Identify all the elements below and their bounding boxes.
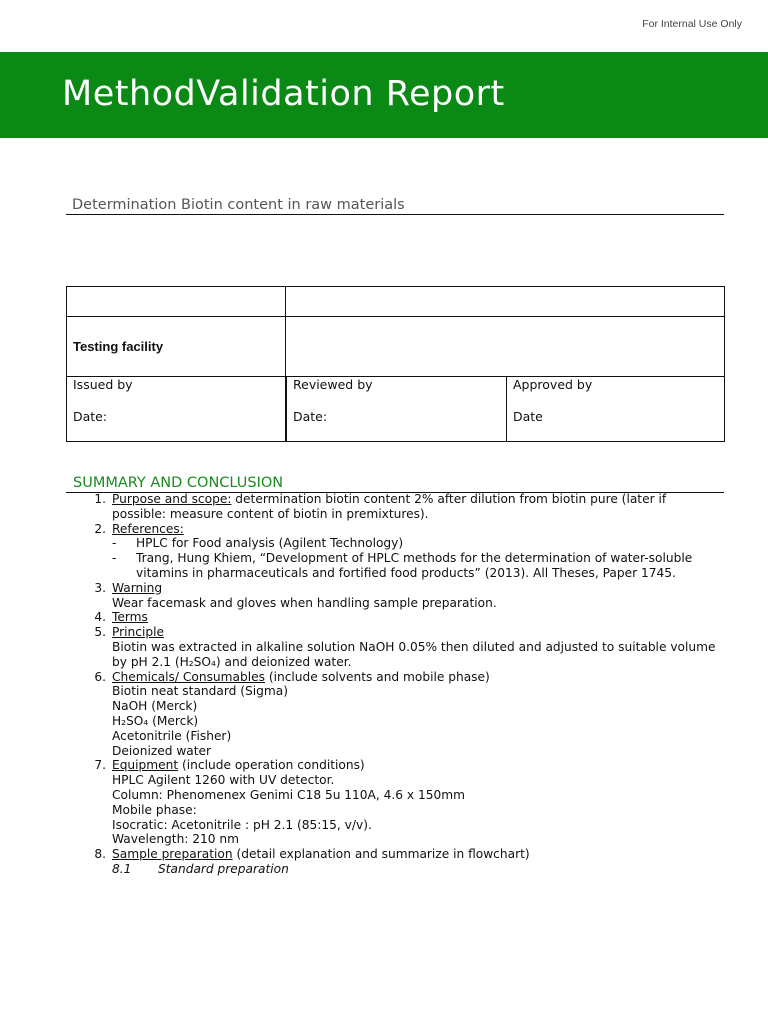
chemicals-title: Chemicals/ Consumables [112,669,265,684]
sample-prep-title: Sample preparation [112,847,233,862]
subsection-standard-prep: 8.1 Standard preparation [112,861,289,876]
purpose-text: determination biotin content 2% after dilution from biotin pure (later if possible: measure content of biotin in premixtures). [112,492,667,521]
summary-heading: SUMMARY AND CONCLUSION [66,474,724,493]
equipment-line: Mobile phase: [112,802,197,817]
warning-text: Wear facemask and gloves when handling sample preparation. [112,595,497,610]
info-cell-empty-left [67,287,286,317]
testing-facility-value [286,317,725,377]
terms-title: Terms [112,610,148,625]
equipment-line: HPLC Agilent 1260 with UV detector. [112,773,335,788]
chemical-line: H₂SO₄ (Merck) [112,713,199,728]
list-item-purpose: 1. Purpose and scope: determination biotin content 2% after dilution from biotin pure (later if possible: measure content of biotin in premixtures). [94,492,667,521]
testing-facility-cell [67,317,286,377]
approved-date-label: Date [513,409,543,424]
chemical-line: Biotin neat standard (Sigma) [112,684,288,699]
reference-bullet: - HPLC for Food analysis (Agilent Technology) [112,536,404,551]
chemical-line: Acetonitrile (Fisher) [112,728,232,743]
list-item-references: 2. References: [94,521,184,536]
info-cell-empty-right [286,287,725,317]
equipment-line: Wavelength: 210 nm [112,832,240,847]
principle-title: Principle [112,625,164,640]
issued-by-cell [67,377,287,442]
chemical-line: NaOH (Merck) [112,699,198,714]
title-banner [0,52,768,138]
list-item-terms: 4. Terms [94,610,148,625]
reviewed-date-label: Date: [293,409,328,424]
chemical-line: Deionized water [112,743,212,758]
approved-by-label: Approved by [513,377,593,392]
list-item-warning: 3. Warning [94,580,163,595]
signature-table [66,376,725,442]
approved-by-cell [507,377,725,442]
report-title: MethodValidation Report [62,74,505,114]
equipment-line: Column: Phenomenex Genimi C18 5u 110A, 4.6 x 150mm [112,787,465,802]
issued-date-label: Date: [73,409,108,424]
equipment-title: Equipment [112,758,179,773]
list-item-chemicals: 6. Chemicals/ Consumables (include solvents and mobile phase) [94,669,490,684]
list-item-sample-prep: 8. Sample preparation (detail explanation and summarize in flowchart) [94,847,530,862]
issued-by-label: Issued by [73,377,133,392]
internal-use-note: For Internal Use Only [642,18,742,30]
reference-bullet: - Trang, Hung Khiem, “Development of HPLC methods for the determination of water-soluble vitamins in pharmaceuticals and fortified food products” (2013). All Theses, Paper 1745. [112,551,693,580]
testing-facility-label: Testing facility [73,339,164,354]
list-item-principle: 5. Principle [94,625,164,640]
purpose-title: Purpose and scope: [112,492,232,506]
warning-title: Warning [112,580,163,595]
principle-text: Biotin was extracted in alkaline solution NaOH 0.05% then diluted and adjusted to suitable volume by pH 2.1 (H₂SO₄) and deionized water. [112,639,716,669]
equipment-line: Isocratic: Acetonitrile : pH 2.1 (85:15, v/v). [112,817,372,832]
list-item-equipment: 7. Equipment (include operation conditions) [94,758,365,773]
document-subtitle: Determination Biotin content in raw materials [66,197,724,215]
reviewed-by-label: Reviewed by [293,377,373,392]
summary-list [88,492,718,877]
reviewed-by-cell [287,377,507,442]
references-title: References: [112,521,184,536]
